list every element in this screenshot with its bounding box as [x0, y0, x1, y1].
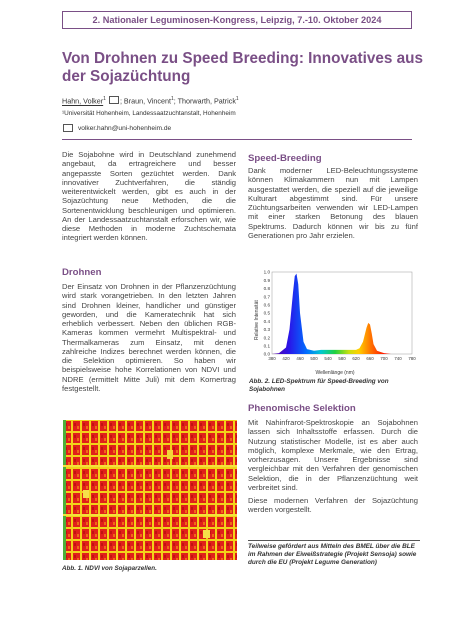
y-tick-label: 0.8: [263, 286, 270, 292]
y-tick-label: 0.7: [263, 294, 270, 300]
heading-speed-breeding: Speed-Breeding: [248, 153, 322, 164]
funding-note: Teilweise gefördert aus Mitteln des BMEL über die BLE im Rahmen der Eiweißstrategie (Projekt Sensoja) sowie durch die EU (Projekt Legume Generation): [248, 543, 417, 567]
email-address[interactable]: volker.hahn@uni-hohenheim.de: [78, 124, 172, 132]
author-list: [62, 96, 422, 106]
funding-divider: [248, 540, 420, 541]
figure-2-caption: Abb. 2. LED-Spektrum für Speed-Breeding von Sojabohnen: [249, 378, 389, 393]
x-tick-label: 620: [352, 356, 360, 361]
x-tick-label: 460: [296, 356, 304, 361]
mail-icon: [63, 124, 73, 132]
heading-drohnen: Drohnen: [62, 267, 102, 278]
ndvi-field-image: [63, 420, 237, 560]
affiliation: ¹Universität Hohenheim, Landessaatzuchtanstalt, Hohenheim: [62, 110, 236, 117]
y-tick-label: 0.0: [263, 351, 270, 357]
y-tick-label: 0.5: [263, 310, 270, 316]
heading-phenomische-selektion: Phenomische Selektion: [248, 403, 356, 414]
y-tick-label: 0.4: [263, 318, 270, 324]
mail-icon: [109, 96, 119, 104]
y-tick-label: 1.0: [263, 269, 270, 275]
speed-breeding-paragraph: Dank moderner LED-Beleuchtungssysteme können Klimakammern nun mit Lampen ausgestattet werden, die speziell auf die jeweilige Kulturart abgestimmt sind. Für unsere Züchtungsarbeiten verwenden wir LED-Lampen mit einer starken Betonung des blauen Spektrums. Dadurch können wir bis zu fünf Generationen pro Jahr erzielen.: [248, 166, 418, 240]
drohnen-paragraph: Der Einsatz von Drohnen in der Pflanzenzüchtung wird stark vorangetrieben. In den letzten Jahren sind Drohnen kleiner, handlicher und günstiger geworden, und die Kameratechnik hat sich erheblich verbessert. Neben den üblichen RGB-Kameras kommen vermehrt Multispektral- und Thermalkameras zum Einsatz, mit denen zahlreiche Indizes berechnet werden können, die die Selektion optimieren. So haben wir beispielsweise hohe Korrelationen von NDVI und NDRE (ermittelt Mitte Juli) mit dem Kornertrag festgestellt.: [62, 282, 236, 393]
pheno-block: [248, 418, 418, 519]
figure-1-caption: Abb. 1. NDVI von Sojaparzellen.: [62, 565, 157, 572]
x-tick-label: 660: [366, 356, 374, 361]
header-divider: [62, 139, 412, 140]
coauthor-2-sup: 1: [235, 96, 239, 103]
pheno-paragraph-2: Diese modernen Verfahren der Sojazüchtung werden vorgestellt.: [248, 496, 418, 515]
pheno-paragraph-1: Mit Nahinfrarot-Spektroskopie an Sojabohnen lassen sich Inhaltsstoffe erfassen. Durch die Nutzung statistischer Modelle, ist es aber auch möglich, komplexe Merkmale, wie den Ertrag, vorherzusagen. Unsere Ergebnisse sind vergleichbar mit den Verfahren der genomischen Selektion, die in der Pflanzenzüchtung weit verbreitet sind.: [248, 418, 418, 492]
intro-paragraph: Die Sojabohne wird in Deutschland zunehmend angebaut, da ertragreichere und besser angepasste Sorten gezüchtet werden. Dank innovativer Zuchtverfahren, die ständig weiterentwickelt werden, gibt es auch in der Sojazüchtung neue Methoden, die die Sortenentwicklung beschleunigen und optimieren. An der Landessaatzuchtanstalt erforschen wir, wie diese Methoden in moderne Zuchtschemata integriert werden können.: [62, 150, 236, 243]
coauthor-1: ; Braun, Vincent: [119, 96, 171, 106]
spectrum-area: [272, 274, 412, 354]
coauthor-1-sup: 1: [170, 96, 174, 103]
paper-title: Von Drohnen zu Speed Breeding: Innovatives aus der Sojazüchtung: [62, 50, 423, 85]
conference-name: 2. Nationaler Leguminosen-Kongress, Leipzig, 7.-10. Oktober 2024: [92, 15, 382, 25]
lead-author-sup: 1: [103, 96, 106, 103]
y-tick-label: 0.3: [263, 327, 270, 333]
x-tick-label: 740: [394, 356, 402, 361]
x-axis-label: Wellenlänge (nm): [315, 370, 355, 376]
y-tick-label: 0.6: [263, 302, 270, 308]
x-tick-label: 540: [324, 356, 332, 361]
x-tick-label: 580: [338, 356, 346, 361]
x-tick-label: 420: [282, 356, 290, 361]
y-tick-label: 0.9: [263, 277, 270, 283]
led-spectrum-chart: [250, 268, 420, 376]
y-tick-label: 0.1: [263, 343, 270, 349]
x-tick-label: 780: [408, 356, 416, 361]
x-tick-label: 700: [380, 356, 388, 361]
lead-author: Hahn, Volker: [62, 96, 104, 106]
x-tick-label: 500: [310, 356, 318, 361]
conference-banner: [62, 11, 412, 29]
email-line: [62, 124, 171, 132]
coauthor-2: ; Thorwarth, Patrick: [173, 96, 236, 106]
x-tick-label: 380: [268, 356, 276, 361]
y-axis-label: Relative Intensität: [254, 300, 260, 340]
y-tick-label: 0.2: [263, 335, 270, 341]
